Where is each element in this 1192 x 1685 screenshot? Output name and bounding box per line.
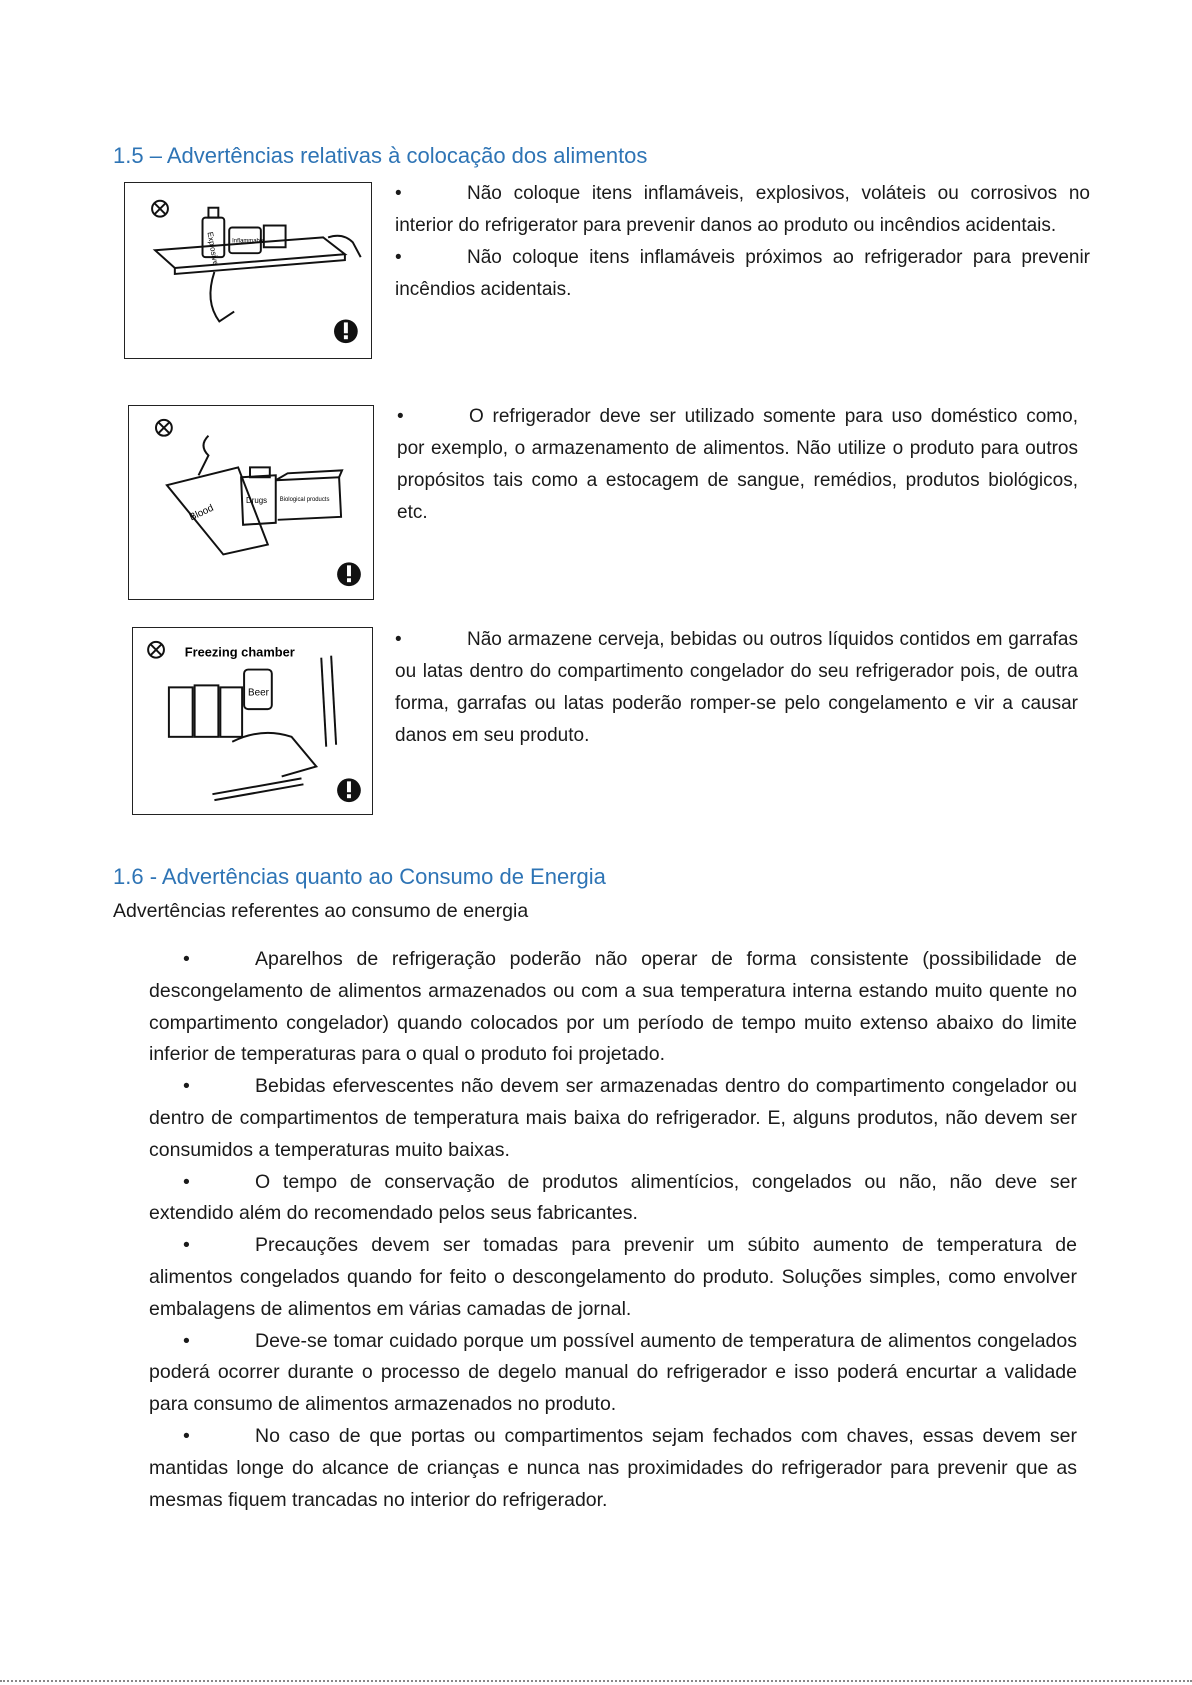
bullet-symbol: • [183,948,190,970]
bullet-symbol: • [183,1170,190,1193]
bullet-symbol: • [395,629,402,650]
bullet-block-2 [397,401,1078,529]
section-subtitle: Advertências referentes ao consumo de energia [113,900,529,922]
bullet-symbol: • [183,1424,190,1447]
list-item: • O tempo de conservação de produtos alimentícios, congelados ou não, não deve ser extendido além do recomendado pelos seus fabricantes. [149,1167,1077,1231]
bullet-symbol: • [183,1075,190,1098]
label-beer: Beer [248,687,269,699]
label-explosive: Explosive [205,231,221,267]
page-bottom-divider [0,1680,1192,1682]
figure-caption-freezing-chamber: Freezing chamber [184,644,295,660]
bullet-symbol: • [183,1234,190,1257]
flammables-illustration [125,183,371,358]
bullet-symbol: • [395,183,402,204]
list-item: • Deve-se tomar cuidado porque um possível aumento de temperatura de alimentos congelados poderá ocorrer durante o processo de degelo manual do refrigerador e isso poderá encurtar a validade para consumo de alimentos armazenados no produto. [149,1326,1077,1421]
non-food-illustration [129,406,373,599]
bullet-item: • Não armazene cerveja, bebidas ou outros líquidos contidos em garrafas ou latas dentro do compartimento congelador do seu refrigerador pois, de outra forma, garrafas ou latas poderão romper-se pelo congelamento e vir a causar danos em seu produto. [395,624,1078,752]
list-item: • Bebidas efervescentes não devem ser armazenadas dentro do compartimento congelador ou dentro de compartimentos de temperatura mais baixa do refrigerador. E, alguns produtos, não devem ser consumidos a temperaturas muito baixas. [149,1071,1077,1166]
bullet-item: • Não coloque itens inflamáveis próximos ao refrigerador para prevenir incêndios acidentais. [395,242,1090,306]
bullet-item: • Não coloque itens inflamáveis, explosivos, voláteis ou corrosivos no interior do refrigerator para prevenir danos ao produto ou incêndios acidentais. [395,178,1090,242]
list-item: • Aparelhos de refrigeração poderão não operar de forma consistente (possibilidade de descongelamento de alimentos armazenados ou com a sua temperatura interna estando muito quente no compartimento congelador) quando colocados por um período de tempo muito extenso abaixo do limite inferior de temperaturas para o qual o produto foi projetado. [149,944,1077,1071]
section-heading-1-6: 1.6 - Advertências quanto ao Consumo de Energia [113,864,606,889]
bullet-symbol: • [183,1329,190,1352]
label-blood: Blood [187,502,216,524]
bullet-symbol: • [397,406,404,427]
bullet-item: • O refrigerador deve ser utilizado somente para uso doméstico como, por exemplo, o armazenamento de alimentos. Não utilize o produto para outros propósitos tais como a estocagem de sangue, remédios, produtos biológicos, etc. [397,401,1078,529]
figure-non-food-items [128,405,374,600]
label-drugs: Drugs [246,495,268,505]
section-heading-1-5: 1.5 – Advertências relativas à colocação dos alimentos [113,143,648,168]
label-inflammable: Inflammable [232,238,265,245]
bullet-symbol: • [395,247,402,268]
list-item: • Precauções devem ser tomadas para prevenir um súbito aumento de temperatura de alimentos congelados quando for feito o descongelamento do produto. Soluções simples, como envolver embalagens de alimentos em várias camadas de jornal. [149,1230,1077,1325]
label-biological-products: Biological products [279,497,330,504]
bullet-block-1 [395,178,1090,306]
bullet-block-3 [395,624,1078,752]
freezing-chamber-illustration [133,628,372,814]
energy-warnings-list [149,944,1077,1516]
figure-freezing-chamber [132,627,373,815]
figure-flammables-shelf [124,182,372,359]
list-item: • No caso de que portas ou compartimentos sejam fechados com chaves, essas devem ser mantidas longe do alcance de crianças e nunca nas proximidades do refrigerador para prevenir que as mesmas fiquem trancadas no interior do refrigerador. [149,1421,1077,1516]
